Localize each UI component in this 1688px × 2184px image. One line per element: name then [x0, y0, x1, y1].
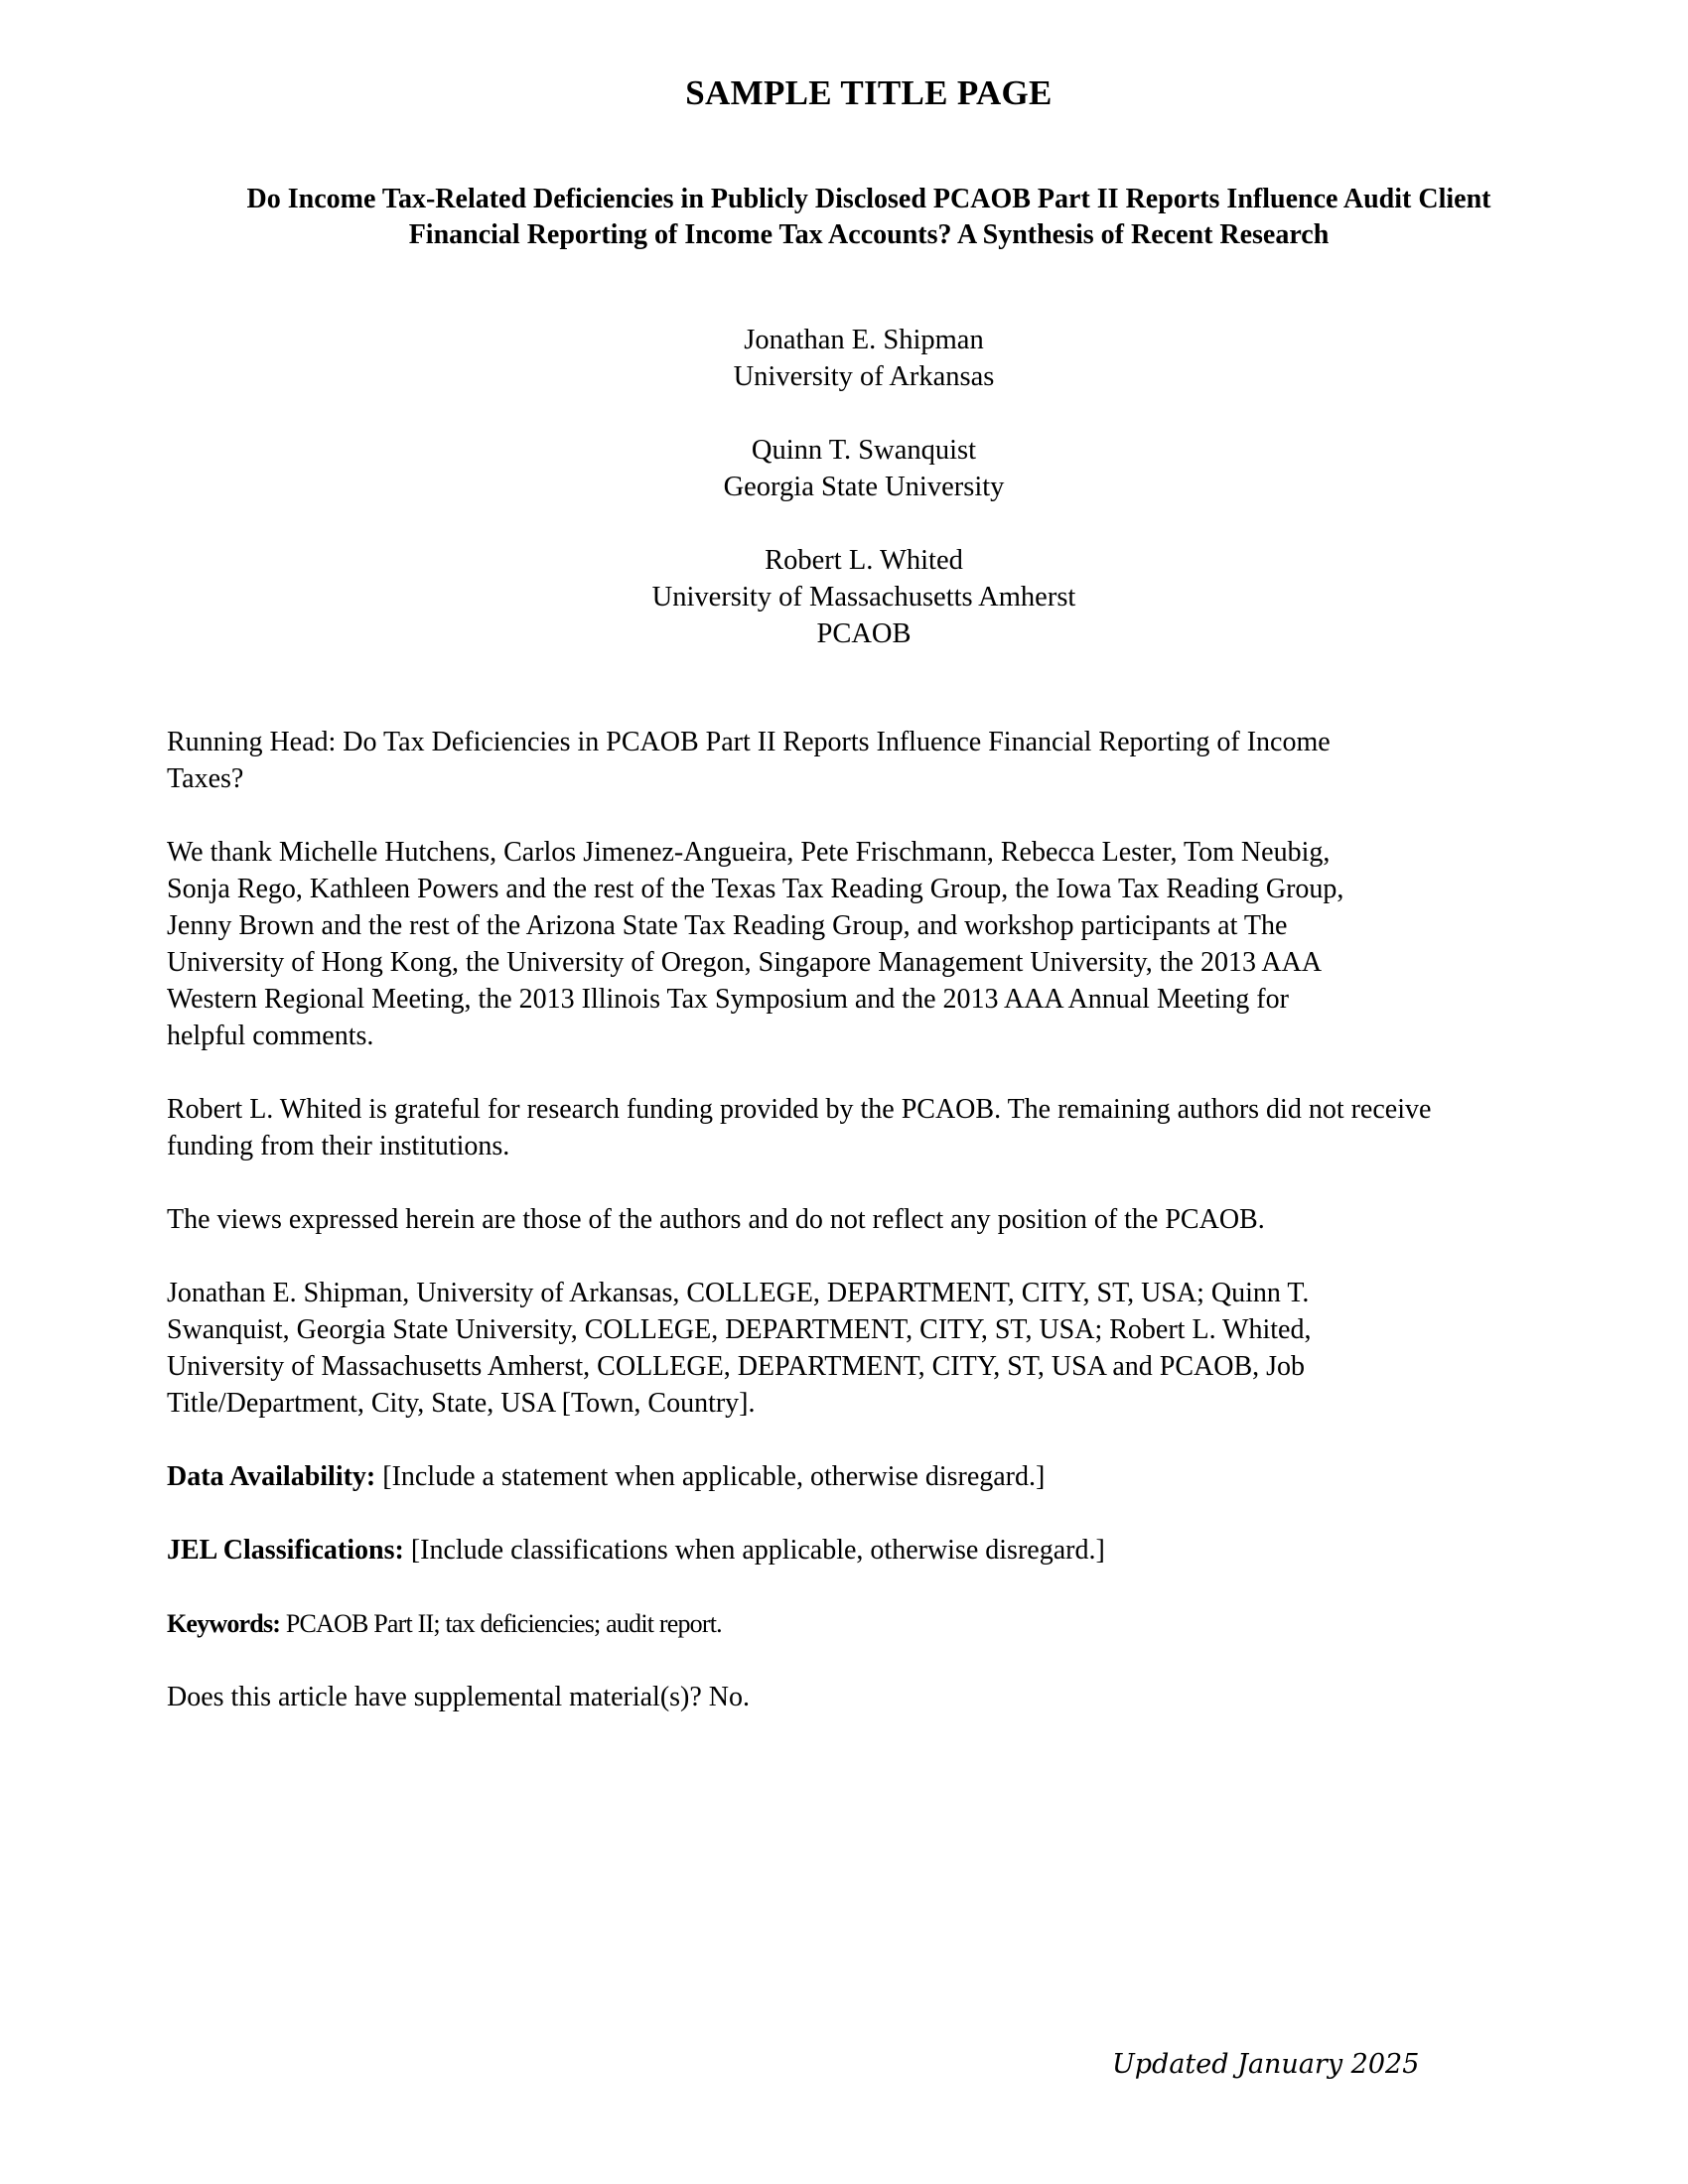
data-availability-text: [Include a statement when applicable, otherwise disregard.]	[375, 1461, 1046, 1492]
text-line: Jonathan E. Shipman, University of Arkansas, COLLEGE, DEPARTMENT, CITY, ST, USA; Quinn T.	[167, 1278, 1310, 1308]
text-line: We thank Michelle Hutchens, Carlos Jimenez-Angueira, Pete Frischmann, Rebecca Lester, Tom Neubig,	[167, 837, 1331, 868]
paper-title	[149, 182, 1589, 253]
jel-classifications-text: [Include classifications when applicable, otherwise disregard.]	[403, 1535, 1105, 1566]
jel-classifications	[167, 1532, 1557, 1569]
updated-date-footer: Updated January 2025	[1112, 2049, 1420, 2080]
text-line: Western Regional Meeting, the 2013 Illinois Tax Symposium and the 2013 AAA Annual Meeting for	[167, 984, 1289, 1015]
data-availability	[167, 1458, 1557, 1495]
text-line: Running Head: Do Tax Deficiencies in PCAOB Part II Reports Influence Financial Reporting of Income	[167, 727, 1331, 757]
author-name: Robert L. Whited	[765, 545, 963, 576]
acknowledgments	[167, 834, 1557, 1054]
author-affiliation: University of Arkansas	[733, 361, 995, 392]
author-name: Quinn T. Swanquist	[751, 435, 977, 466]
paper-title-line: Financial Reporting of Income Tax Accounts? A Synthesis of Recent Research	[408, 219, 1330, 250]
disclaimer	[167, 1201, 1557, 1238]
text-line: Robert L. Whited is grateful for research funding provided by the PCAOB. The remaining authors did not receive	[167, 1094, 1432, 1125]
running-head	[167, 724, 1557, 797]
text-line: Title/Department, City, State, USA [Town, Country].	[167, 1388, 756, 1419]
jel-classifications-label: JEL Classifications:	[167, 1535, 404, 1566]
author-name: Jonathan E. Shipman	[744, 325, 984, 355]
text-line: Sonja Rego, Kathleen Powers and the rest of the Texas Tax Reading Group, the Iowa Tax Reading Group,	[167, 874, 1344, 904]
author-affiliation: University of Massachusetts Amherst	[651, 582, 1076, 613]
text-line: Jenny Brown and the rest of the Arizona State Tax Reading Group, and workshop participants at The	[167, 910, 1288, 941]
keywords-text: PCAOB Part II; tax deficiencies; audit report.	[280, 1609, 722, 1638]
keywords-label: Keywords:	[167, 1609, 281, 1638]
text-line: University of Massachusetts Amherst, COLLEGE, DEPARTMENT, CITY, ST, USA and PCAOB, Job	[167, 1351, 1306, 1382]
author-block	[467, 322, 1261, 395]
text-line: University of Hong Kong, the University of Oregon, Singapore Management University, the 2013 AAA	[167, 947, 1323, 978]
author-block	[467, 542, 1261, 652]
text-line: Taxes?	[167, 763, 244, 794]
text-line: The views expressed herein are those of the authors and do not reflect any position of the PCAOB.	[167, 1204, 1265, 1235]
funding-statement	[167, 1091, 1557, 1164]
text-line: Does this article have supplemental material(s)? No.	[167, 1682, 751, 1712]
text-line: funding from their institutions.	[167, 1131, 510, 1161]
keywords	[167, 1605, 1557, 1642]
body-text	[167, 724, 1557, 1752]
supplemental-material	[167, 1679, 1557, 1715]
text-line: Swanquist, Georgia State University, COLLEGE, DEPARTMENT, CITY, ST, USA; Robert L. Whited,	[167, 1314, 1312, 1345]
paper-title-line: Do Income Tax-Related Deficiencies in Publicly Disclosed PCAOB Part II Reports Influence Audit Client	[246, 184, 1491, 214]
author-affiliation: PCAOB	[816, 618, 912, 649]
author-list	[467, 322, 1261, 689]
contact-information	[167, 1275, 1557, 1422]
data-availability-label: Data Availability:	[167, 1461, 376, 1492]
text-line: helpful comments.	[167, 1021, 374, 1051]
author-block	[467, 432, 1261, 505]
author-affiliation: Georgia State University	[723, 472, 1005, 502]
sample-title-heading: SAMPLE TITLE PAGE	[685, 73, 1053, 112]
